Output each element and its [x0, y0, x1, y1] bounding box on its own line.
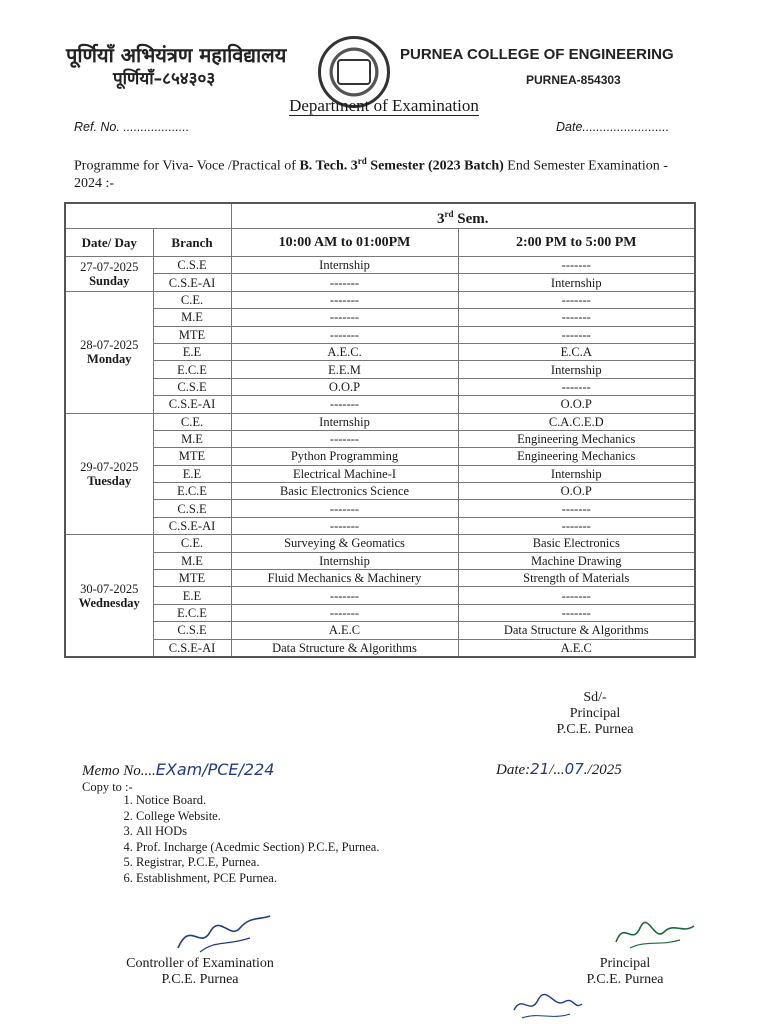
hindi-college-name: पूर्णियाँ अभियंत्रण महाविद्यालय [66, 43, 287, 67]
branch-cell: E.C.E [153, 604, 231, 621]
table-row [65, 570, 695, 587]
copy-to-item: 5. Registrar, P.C.E, Purnea. [136, 855, 379, 871]
copy-to-list [112, 793, 379, 886]
table-row [65, 430, 695, 447]
day-text: Tuesday [87, 473, 132, 488]
morning-session-cell: Internship [231, 413, 458, 430]
table-row [65, 483, 695, 500]
afternoon-session-cell: O.O.P [458, 483, 695, 500]
branch-cell: M.E [153, 552, 231, 569]
morning-session-cell: Surveying & Geomatics [231, 535, 458, 552]
table-row [65, 517, 695, 534]
branch-cell: C.S.E [153, 257, 231, 274]
principal-signature-icon [610, 912, 700, 957]
date-text: 29-07-2025 [80, 459, 139, 474]
table-row [65, 291, 695, 308]
branch-cell: E.E [153, 587, 231, 604]
memo-no: Memo No....EXam/PCE/224 [82, 760, 275, 779]
memo-date: Date:21/...07./2025 [496, 760, 622, 778]
afternoon-session-cell: ------- [458, 326, 695, 343]
morning-session-cell: Data Structure & Algorithms [231, 639, 458, 657]
afternoon-session-cell: ------- [458, 517, 695, 534]
morning-session-cell: ------- [231, 326, 458, 343]
morning-session-cell: ------- [231, 396, 458, 413]
copy-to-item: 3. All HODs [136, 824, 379, 840]
semester-header: 3rd Sem. [231, 203, 695, 229]
hindi-city: पूर्णियाँ–८५४३०३ [113, 69, 216, 89]
sd-text: Sd/- [583, 690, 607, 705]
day-text: Wednesday [78, 595, 140, 610]
afternoon-session-cell: Internship [458, 274, 695, 291]
english-college-name: PURNEA COLLEGE OF ENGINEERING [400, 46, 674, 63]
branch-cell: C.E. [153, 535, 231, 552]
morning-session-cell: Electrical Machine-I [231, 465, 458, 482]
principal-signature-block [570, 956, 680, 988]
branch-cell: C.S.E [153, 500, 231, 517]
branch-cell: M.E [153, 309, 231, 326]
principal-title: Principal [569, 706, 621, 721]
table-row [65, 413, 695, 430]
col-header-branch: Branch [153, 229, 231, 257]
initials-signature-icon [508, 990, 588, 1024]
afternoon-session-cell: ------- [458, 291, 695, 308]
signature-sd [540, 690, 650, 738]
copy-to-item: 2. College Website. [136, 809, 379, 825]
branch-cell: C.S.E-AI [153, 274, 231, 291]
table-row [65, 587, 695, 604]
afternoon-session-cell: Engineering Mechanics [458, 430, 695, 447]
morning-session-cell: Internship [231, 257, 458, 274]
morning-session-cell: ------- [231, 430, 458, 447]
copy-to-item: 1. Notice Board. [136, 793, 379, 809]
principal-org: P.C.E. Purnea [556, 722, 634, 737]
afternoon-session-cell: ------- [458, 604, 695, 621]
afternoon-session-cell: ------- [458, 587, 695, 604]
date-day-cell [65, 291, 153, 413]
branch-cell: E.C.E [153, 483, 231, 500]
table-row [65, 535, 695, 552]
afternoon-session-cell: ------- [458, 500, 695, 517]
date-day-cell [65, 535, 153, 657]
table-row [65, 448, 695, 465]
table-row [65, 604, 695, 621]
col-header-afternoon: 2:00 PM to 5:00 PM [458, 229, 695, 257]
blank-header [65, 203, 231, 229]
afternoon-session-cell: C.A.C.E.D [458, 413, 695, 430]
morning-session-cell: A.E.C. [231, 343, 458, 360]
afternoon-session-cell: Data Structure & Algorithms [458, 622, 695, 639]
branch-cell: E.E [153, 343, 231, 360]
footer-principal-org: P.C.E. Purnea [586, 972, 664, 987]
morning-session-cell: ------- [231, 291, 458, 308]
controller-title: Controller of Examination [126, 956, 274, 971]
department-title: Department of Examination [289, 96, 479, 115]
branch-cell: C.S.E-AI [153, 396, 231, 413]
controller-org: P.C.E. Purnea [161, 972, 239, 987]
morning-session-cell: Internship [231, 552, 458, 569]
afternoon-session-cell: Machine Drawing [458, 552, 695, 569]
afternoon-session-cell: Internship [458, 361, 695, 378]
afternoon-session-cell: O.O.P [458, 396, 695, 413]
table-row [65, 274, 695, 291]
table-row [65, 552, 695, 569]
branch-cell: M.E [153, 430, 231, 447]
schedule-table [64, 202, 696, 658]
afternoon-session-cell: Internship [458, 465, 695, 482]
branch-cell: C.E. [153, 291, 231, 308]
morning-session-cell: Basic Electronics Science [231, 483, 458, 500]
date-day-cell [65, 257, 153, 292]
controller-signature-block [110, 956, 290, 988]
ref-no-label: Ref. No. ................... [74, 120, 190, 134]
branch-cell: C.S.E [153, 622, 231, 639]
date-text: 27-07-2025 [80, 259, 139, 274]
table-row [65, 622, 695, 639]
day-text: Sunday [89, 273, 130, 288]
branch-cell: MTE [153, 570, 231, 587]
table-row [65, 257, 695, 274]
morning-session-cell: ------- [231, 517, 458, 534]
copy-to-label: Copy to :- [82, 780, 133, 794]
afternoon-session-cell: ------- [458, 257, 695, 274]
programme-text: Programme for Viva- Voce /Practical of B. Tech. 3rd Semester (2023 Batch) End Semester Examination - 2024 :- [74, 156, 668, 191]
table-row [65, 378, 695, 395]
controller-signature-icon [170, 910, 280, 960]
col-header-morning: 10:00 AM to 01:00PM [231, 229, 458, 257]
date-text: 28-07-2025 [80, 338, 139, 353]
branch-cell: E.C.E [153, 361, 231, 378]
branch-cell: E.E [153, 465, 231, 482]
morning-session-cell: A.E.C [231, 622, 458, 639]
date-label: Date......................... [556, 120, 670, 134]
date-text: 30-07-2025 [80, 581, 139, 596]
col-header-date: Date/ Day [65, 229, 153, 257]
table-row [65, 361, 695, 378]
afternoon-session-cell: Engineering Mechanics [458, 448, 695, 465]
footer-principal-title: Principal [599, 956, 651, 971]
day-text: Monday [87, 352, 132, 367]
morning-session-cell: Fluid Mechanics & Machinery [231, 570, 458, 587]
date-day-cell [65, 413, 153, 535]
table-row [65, 465, 695, 482]
afternoon-session-cell: Basic Electronics [458, 535, 695, 552]
morning-session-cell: E.E.M [231, 361, 458, 378]
english-city: PURNEA-854303 [526, 73, 621, 87]
morning-session-cell: O.O.P [231, 378, 458, 395]
table-row [65, 326, 695, 343]
memo-handwritten: EXam/PCE/224 [155, 760, 275, 779]
copy-to-item: 6. Establishment, PCE Purnea. [136, 871, 379, 887]
branch-cell: C.S.E-AI [153, 639, 231, 657]
afternoon-session-cell: E.C.A [458, 343, 695, 360]
copy-to-item: 4. Prof. Incharge (Acedmic Section) P.C.E, Purnea. [136, 840, 379, 856]
morning-session-cell: Python Programming [231, 448, 458, 465]
morning-session-cell: ------- [231, 587, 458, 604]
morning-session-cell: ------- [231, 604, 458, 621]
afternoon-session-cell: Strength of Materials [458, 570, 695, 587]
branch-cell: MTE [153, 326, 231, 343]
branch-cell: C.S.E-AI [153, 517, 231, 534]
afternoon-session-cell: A.E.C [458, 639, 695, 657]
table-row [65, 396, 695, 413]
table-row [65, 500, 695, 517]
branch-cell: C.S.E [153, 378, 231, 395]
afternoon-session-cell: ------- [458, 309, 695, 326]
table-row [65, 639, 695, 657]
table-row [65, 343, 695, 360]
table-row [65, 309, 695, 326]
morning-session-cell: ------- [231, 309, 458, 326]
morning-session-cell: ------- [231, 500, 458, 517]
branch-cell: MTE [153, 448, 231, 465]
branch-cell: C.E. [153, 413, 231, 430]
morning-session-cell: ------- [231, 274, 458, 291]
afternoon-session-cell: ------- [458, 378, 695, 395]
